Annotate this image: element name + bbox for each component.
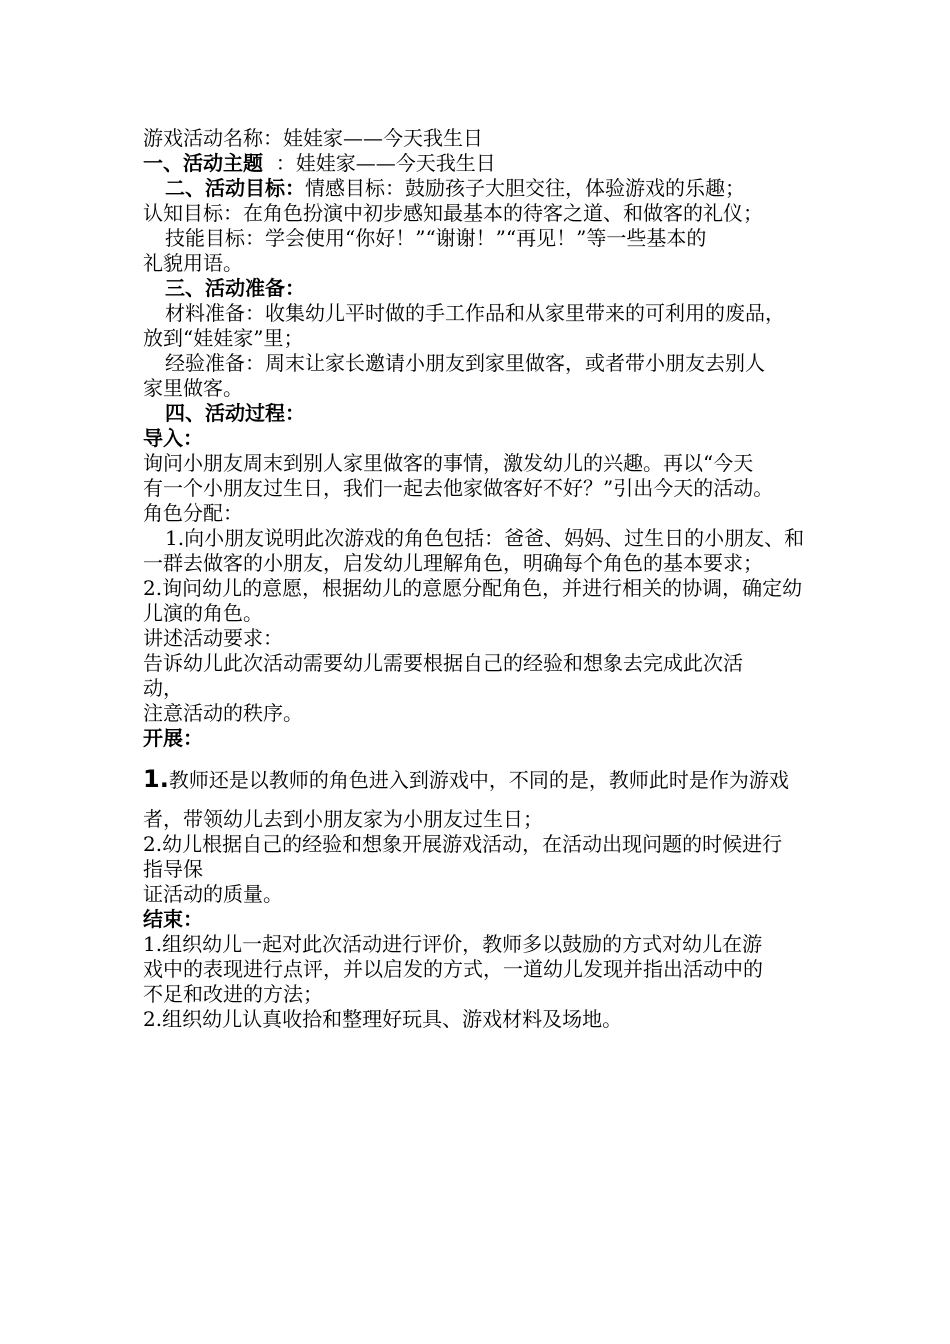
requirements-line-2: 动， <box>143 676 183 700</box>
development-line-3: 2.幼儿根据自己的经验和想象开展游戏活动，在活动出现问题的时候进行 <box>143 832 783 856</box>
requirements-line-3: 注意活动的秩序。 <box>143 701 303 725</box>
section-2-heading: 二、活动目标： <box>165 176 305 200</box>
section-1-separator: ： <box>263 151 296 175</box>
section-2-line <box>143 176 823 201</box>
development-number: 1. <box>143 765 169 793</box>
section-1-text: 娃娃家——今天我生日 <box>295 151 496 175</box>
ending-line-2: 戏中的表现进行点评，并以启发的方式，一道幼儿发现并指出活动中的 <box>143 957 763 981</box>
prep-materials-cont: 放到“娃娃家”里； <box>143 326 304 350</box>
roles-line-4: 儿演的角色。 <box>143 601 263 625</box>
goal-cognition: 认知目标：在角色扮演中初步感知最基本的待客之道、和做客的礼仪； <box>143 201 763 225</box>
requirements-line-1: 告诉幼儿此次活动需要幼儿需要根据自己的经验和想象去完成此次活 <box>143 651 743 675</box>
roles-line-3: 2.询问幼儿的意愿，根据幼儿的意愿分配角色，并进行相关的协调，确定幼 <box>143 576 803 600</box>
document-body <box>143 126 823 1032</box>
requirements-heading: 讲述活动要求： <box>143 626 283 650</box>
section-4-heading: 四、活动过程： <box>165 401 305 425</box>
intro-line-1: 询问小朋友周末到别人家里做客的事情，激发幼儿的兴趣。再以“今天 <box>143 451 754 475</box>
development-line-1 <box>143 767 823 793</box>
section-1-line <box>143 151 823 176</box>
development-heading: 开展： <box>143 726 203 750</box>
section-1-heading: 一、活动主题 <box>143 151 263 175</box>
goal-emotion: 情感目标：鼓励孩子大胆交往，体验游戏的乐趣； <box>305 176 745 200</box>
intro-line-2: 有一个小朋友过生日，我们一起去他家做客好不好？”引出今天的活动。 <box>143 476 774 500</box>
prep-experience: 经验准备：周末让家长邀请小朋友到家里做客，或者带小朋友去别人 <box>165 351 765 375</box>
roles-line-2: 一群去做客的小朋友，启发幼儿理解角色，明确每个角色的基本要求； <box>143 551 763 575</box>
activity-name-line: 游戏活动名称：娃娃家——今天我生日 <box>143 126 483 150</box>
goal-skill-cont: 礼貌用语。 <box>143 251 243 275</box>
development-line-2: 者，带领幼儿去到小朋友家为小朋友过生日； <box>143 807 543 831</box>
section-3-heading: 三、活动准备： <box>165 276 305 300</box>
prep-experience-cont: 家里做客。 <box>143 376 243 400</box>
intro-heading: 导入： <box>143 426 203 450</box>
prep-materials: 材料准备：收集幼儿平时做的手工作品和从家里带来的可利用的废品， <box>165 301 785 325</box>
development-text-1: 教师还是以教师的角色进入到游戏中，不同的是，教师此时是作为游戏 <box>168 768 789 792</box>
ending-heading: 结束： <box>143 907 203 931</box>
development-line-4: 指导保 <box>143 857 203 881</box>
ending-line-4: 2.组织幼儿认真收拾和整理好玩具、游戏材料及场地。 <box>143 1007 623 1031</box>
goal-skill: 技能目标：学会使用“你好！”“谢谢！”“再见！”等一些基本的 <box>165 226 707 250</box>
ending-line-3: 不足和改进的方法； <box>143 982 323 1006</box>
roles-line-1: 1.向小朋友说明此次游戏的角色包括：爸爸、妈妈、过生日的小朋友、和 <box>165 526 805 550</box>
roles-heading: 角色分配： <box>143 501 243 525</box>
ending-line-1: 1.组织幼儿一起对此次活动进行评价，教师多以鼓励的方式对幼儿在游 <box>143 932 763 956</box>
development-line-5: 证活动的质量。 <box>143 882 283 906</box>
